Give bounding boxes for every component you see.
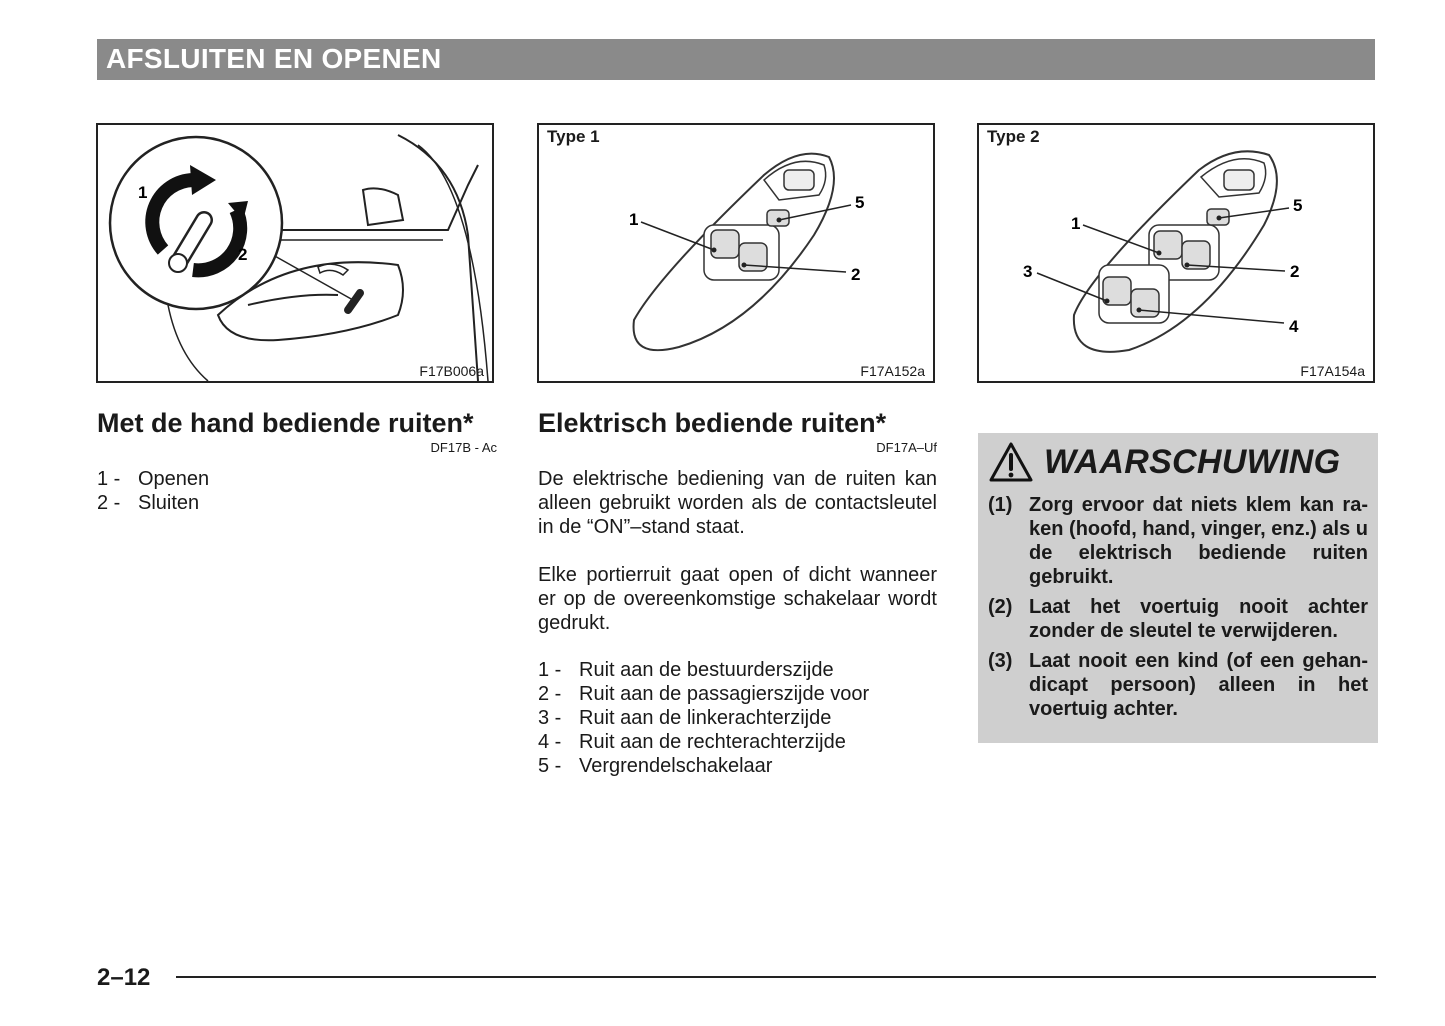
list-item: 5 - Vergrendelschakelaar bbox=[538, 755, 773, 777]
callout-5: 5 bbox=[855, 193, 865, 212]
page-number: 2–12 bbox=[97, 964, 151, 991]
manual-crank-illustration bbox=[98, 125, 492, 381]
callout-4: 4 bbox=[1289, 317, 1299, 336]
warning-triangle-icon bbox=[988, 441, 1034, 483]
manual-section-code: DF17B - Ac bbox=[430, 440, 497, 455]
warning-item: (1) Zorg ervoor dat niets klem kan raken (hoofd, hand, vinger, enz.) als u de elektrisch bediende ruiten gebruikt. bbox=[988, 494, 1368, 588]
footer-rule bbox=[176, 976, 1376, 978]
warning-title: WAARSCHUWING bbox=[1044, 442, 1341, 481]
callout-5: 5 bbox=[1293, 196, 1303, 215]
type2-switch-illustration bbox=[979, 125, 1373, 381]
warning-item: (3) Laat nooit een kind (of een gehandicapt persoon) alleen in het voertuig achter. bbox=[988, 650, 1368, 720]
callout-2: 2 bbox=[238, 245, 248, 264]
callout-2: 2 bbox=[851, 265, 861, 284]
list-item: 1 - Openen bbox=[97, 468, 210, 490]
warning-list bbox=[988, 493, 1368, 727]
electric-list bbox=[538, 658, 938, 778]
callout-3: 3 bbox=[1023, 262, 1033, 281]
figure-code: F17A152a bbox=[860, 363, 925, 379]
figure-type2-switch bbox=[977, 123, 1375, 383]
figure-type1-switch bbox=[537, 123, 935, 383]
warning-box bbox=[978, 433, 1378, 743]
figure-code: F17A154a bbox=[1300, 363, 1365, 379]
list-item: 2 - Sluiten bbox=[97, 492, 200, 514]
list-item: 2 - Ruit aan de passagierszijde voor bbox=[538, 683, 870, 705]
figure-manual-crank bbox=[96, 123, 494, 383]
warning-header bbox=[988, 441, 1340, 483]
section-header-title: AFSLUITEN EN OPENEN bbox=[106, 43, 442, 74]
figure-type-label: Type 2 bbox=[987, 127, 1040, 146]
type1-switch-illustration bbox=[539, 125, 933, 381]
list-item: 1 - Ruit aan de bestuurderszijde bbox=[538, 659, 834, 681]
callout-1: 1 bbox=[629, 210, 639, 229]
warning-item: (2) Laat het voertuig nooit achter zonder de sleutel te verwijderen. bbox=[988, 596, 1368, 642]
electric-paragraph-1: De elektrische bediening van de ruiten kan alleen gebruikt worden als de contactsleutel in de “ON”–stand staat. bbox=[538, 468, 937, 538]
figure-code: F17B006a bbox=[419, 363, 484, 379]
manual-list bbox=[97, 467, 497, 515]
callout-2: 2 bbox=[1290, 262, 1300, 281]
electric-section-code: DF17A–Uf bbox=[876, 440, 937, 455]
callout-1: 1 bbox=[138, 183, 148, 202]
electric-paragraph-2: Elke portierruit gaat open of dicht wanneer er op de overeenkomstige schakelaar wordt gedrukt. bbox=[538, 564, 937, 634]
manual-section-title: Met de hand bediende ruiten* bbox=[97, 408, 474, 438]
electric-section-title: Elektrisch bediende ruiten* bbox=[538, 408, 887, 438]
callout-1: 1 bbox=[1071, 214, 1081, 233]
figure-type-label: Type 1 bbox=[547, 127, 600, 146]
section-header bbox=[97, 39, 1375, 80]
list-item: 3 - Ruit aan de linkerachterzijde bbox=[538, 707, 832, 729]
list-item: 4 - Ruit aan de rechterachterzijde bbox=[538, 731, 846, 753]
